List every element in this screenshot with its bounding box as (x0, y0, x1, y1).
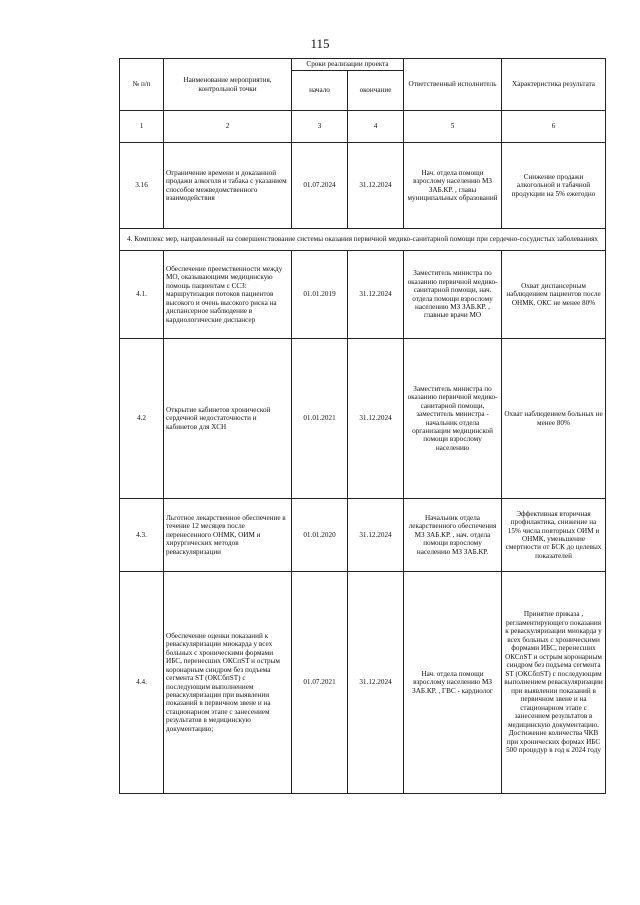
row-start: 01.01.2019 (292, 251, 348, 339)
row-responsible: Заместитель министра по оказанию первичной медико-санитарной помощи, нач. отдела помощи взрослому населению МЗ ЗАБ.КР. , главные врачи МО (404, 251, 502, 339)
row-responsible: Заместитель министра по оказанию первичной медико-санитарной помощи, заместитель министра - начальник отдела организации медицинской помощи взрослому населению (404, 339, 502, 499)
row-start: 01.07.2021 (292, 572, 348, 794)
row-responsible: Начальник отдела лекарственного обеспечения МЗ ЗАБ.КР. , нач. отдела помощи взрослому населению МЗ ЗАБ.КР. (404, 499, 502, 572)
row-result: Охват диспансерным наблюдением пациентов после ОНМК, ОКС не менее 80% (502, 251, 606, 339)
row-result: Эффективная вторичная профилактика, снижение на 15% числа повторных ОИМ и ОНМК, уменьшение смертности от БСК до целевых показателей (502, 499, 606, 572)
col-number-cell: 4 (348, 111, 404, 143)
header-terms: Сроки реализации проекта (292, 59, 404, 71)
table-row (120, 572, 606, 794)
page-number: 115 (310, 36, 330, 51)
row-num: 4.3. (120, 499, 164, 572)
measures-table (119, 58, 606, 794)
row-name: Открытие кабинетов хронической сердечной недостаточности и кабинетов для ХСН (164, 339, 292, 499)
row-name: Обеспечение преемственности между МО, оказывающими медицинскую помощь пациентам с ССЗ: маршрутизация потоков пациентов высокого и очень высокого риска на диспансерное наблюдение в кардиологические диспансер (164, 251, 292, 339)
row-num: 4.2 (120, 339, 164, 499)
row-result: Принятие приказа , регламентирующего показания к реваскуляризации миокарда у всех больных с хроническими формами ИБС, перенесших ОКСпST и острым коронарным синдром без подъема сегмента ST (ОКСбпST) с последующим выполнением реваскуляризации при выявлении показаний в первичном звене и на стационарном этапе с занесением результатов в медицинскую документацию. Достижение количества ЧКВ при хронических формах ИБС 500 процедур в год к 2024 году (502, 572, 606, 794)
row-start: 01.01.2020 (292, 499, 348, 572)
row-start: 01.07.2024 (292, 143, 348, 229)
row-end: 31.12.2024 (348, 143, 404, 229)
row-end: 31.12.2024 (348, 339, 404, 499)
header-num: № п/п (120, 59, 164, 111)
table-row (120, 499, 606, 572)
row-num: 3.16 (120, 143, 164, 229)
header-end: окончание (348, 71, 404, 111)
header-result: Характеристика результата (502, 59, 606, 111)
row-name: Ограничение времени и доказанной продажи алкоголя и табака с указанием способов межведомственного взаимодействия (164, 143, 292, 229)
row-result: Охват наблюдением больных не менее 80% (502, 339, 606, 499)
row-responsible: Нач. отдела помощи взрослому населению МЗ ЗАБ.КР. , ГВС - кардиолог (404, 572, 502, 794)
col-number-cell: 1 (120, 111, 164, 143)
header-start: начало (292, 71, 348, 111)
col-number-cell: 5 (404, 111, 502, 143)
row-num: 4.4. (120, 572, 164, 794)
row-name: Обеспечение оценки показаний к реваскуляризации миокарда у всех больных с хроническими формами ИБС, перенесших ОКСпST и острым коронарным синдром без подъема сегмента ST (ОКСбпST) с последующим выполнением реваскуляризации при выявлении показаний в первичном звене и на стационарном этапе с занесением результатов в медицинскую документацию; (164, 572, 292, 794)
col-number-cell: 3 (292, 111, 348, 143)
row-end: 31.12.2024 (348, 251, 404, 339)
row-num: 4.1. (120, 251, 164, 339)
row-name: Льготное лекарственное обеспечение в течение 12 месяцев после перенесенного ОНМК, ОИМ и хирургических методов реваскуляризации (164, 499, 292, 572)
row-end: 31.12.2024 (348, 499, 404, 572)
row-responsible: Нач. отдела помощи взрослому населению МЗ ЗАБ.КР. , главы муниципальных образований (404, 143, 502, 229)
row-result: Снижение продажи алкогольной и табачной продукции на 5% ежегодно (502, 143, 606, 229)
header-name: Наименование мероприятия, контрольной точки (164, 59, 292, 111)
row-end: 31.12.2024 (348, 572, 404, 794)
row-start: 01.01.2021 (292, 339, 348, 499)
table-row (120, 251, 606, 339)
col-number-cell: 6 (502, 111, 606, 143)
table-row (120, 339, 606, 499)
col-number-cell: 2 (164, 111, 292, 143)
table-row (120, 143, 606, 229)
section-title: 4. Комплекс мер, направленный на совершенствование системы оказания первичной медико-санитарной помощи при сердечно-сосудистых заболеваниях (120, 229, 606, 251)
header-responsible: Ответственный исполнитель (404, 59, 502, 111)
